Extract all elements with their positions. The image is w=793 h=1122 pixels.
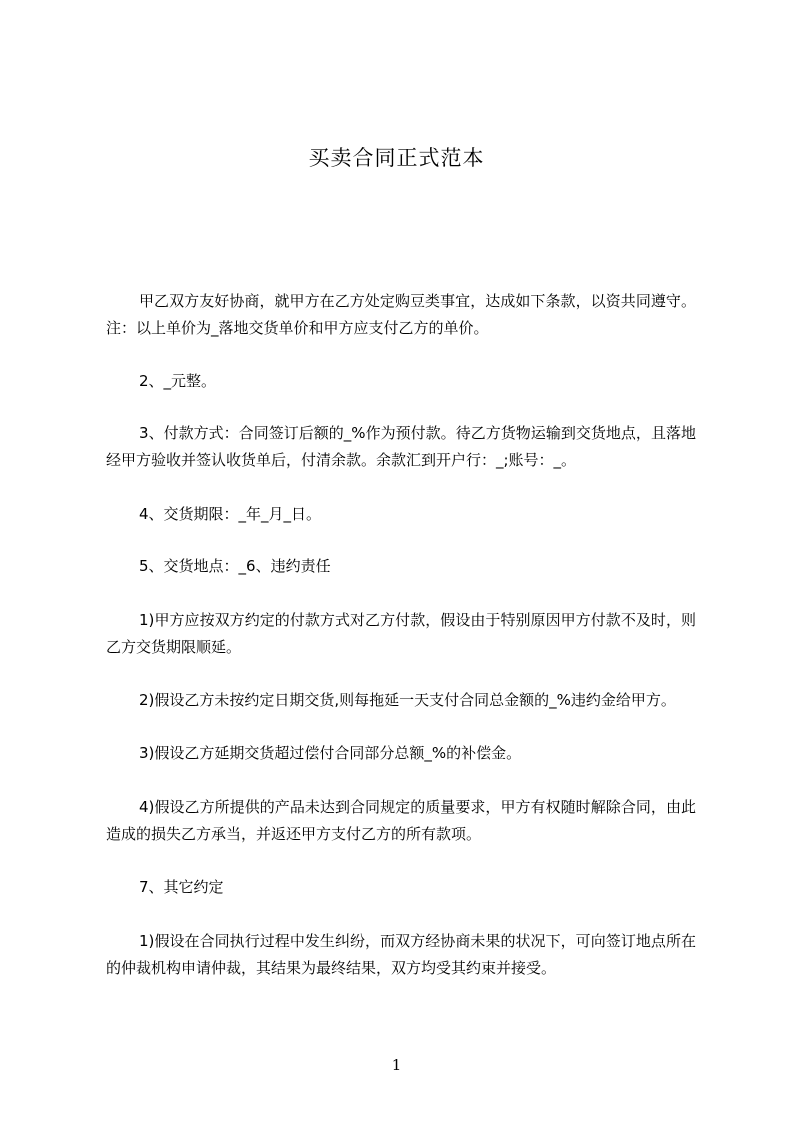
document-title: 买卖合同正式范本 bbox=[308, 146, 485, 170]
clause-4-delivery-date: 4、交货期限：_年_月_日。 bbox=[139, 505, 322, 523]
clause-5-delivery-place: 5、交货地点：_6、违约责任 bbox=[139, 557, 331, 575]
liability-item-2: 2)假设乙方未按约定日期交货,则每拖延一天支付合同总金额的_%违约金给甲方。 bbox=[139, 691, 676, 709]
other-item-1: 1)假设在合同执行过程中发生纠纷，而双方经协商未果的状况下，可向签订地点所在的仲裁机构申请仲裁，其结果为最终结果，双方均受其约束并接受。 bbox=[106, 932, 696, 977]
liability-item-3: 3)假设乙方延期交货超过偿付合同部分总额_%的补偿金。 bbox=[139, 744, 522, 762]
intro-paragraph: 甲乙双方友好协商，就甲方在乙方处定购豆类事宜，达成如下条款，以资共同遵守。注：以上单价为_落地交货单价和甲方应支付乙方的单价。 bbox=[106, 292, 696, 337]
clause-3-payment: 3、付款方式：合同签订后额的_%作为预付款。待乙方货物运输到交货地点，且落地经甲方验收并签认收货单后，付清余款。余款汇到开户行：_;账号：_。 bbox=[106, 424, 696, 469]
liability-item-4: 4)假设乙方所提供的产品未达到合同规定的质量要求，甲方有权随时解除合同，由此造成的损失乙方承当，并返还甲方支付乙方的所有款项。 bbox=[106, 798, 696, 843]
page-number: 1 bbox=[391, 1056, 402, 1074]
liability-item-1: 1)甲方应按双方约定的付款方式对乙方付款，假设由于特别原因甲方付款不及时，则乙方交货期限顺延。 bbox=[106, 611, 696, 656]
clause-2: 2、_元整。 bbox=[139, 372, 217, 390]
clause-7-other: 7、其它约定 bbox=[139, 878, 224, 896]
